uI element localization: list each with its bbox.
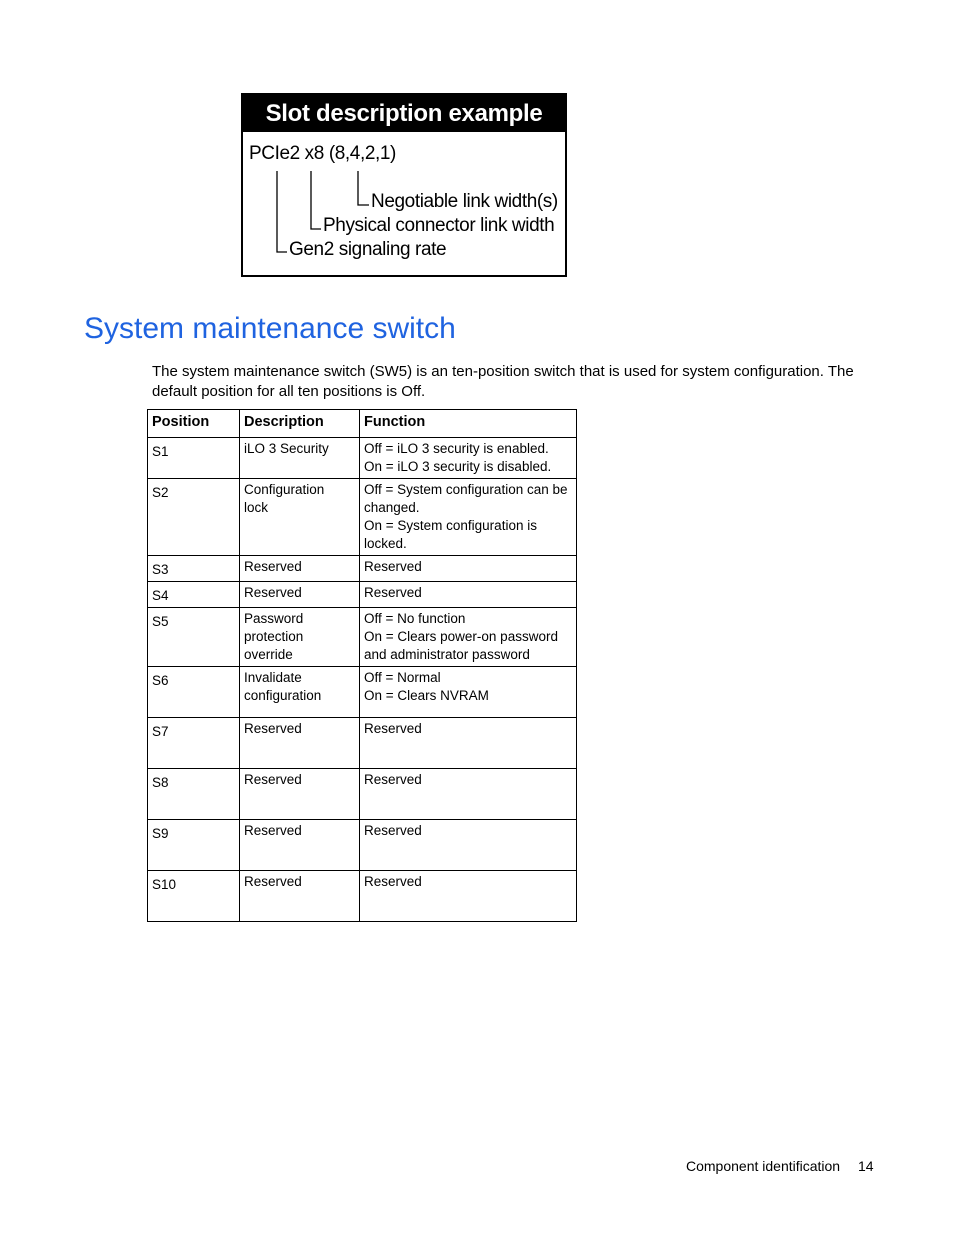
label-physical-width: Physical connector link width (323, 215, 555, 236)
slot-spec: PCIe2 x8 (8,4,2,1) (249, 143, 396, 164)
slot-figure-title: Slot description example (243, 95, 565, 132)
footer-section-name: Component identification (686, 1158, 841, 1174)
cell-function (360, 871, 577, 922)
cell-position: S2 (148, 479, 240, 556)
table-body (148, 438, 577, 922)
cell-position: S5 (148, 608, 240, 667)
function-line: Reserved (364, 874, 422, 889)
header-position: Position (148, 410, 240, 438)
cell-description (240, 438, 360, 479)
table-row (148, 871, 577, 922)
function-line: Reserved (364, 772, 422, 787)
table-row (148, 608, 577, 667)
slot-description-figure (241, 93, 567, 277)
cell-function (360, 718, 577, 769)
cell-position: S4 (148, 582, 240, 608)
page-footer (686, 1158, 874, 1174)
section-title: System maintenance switch (84, 312, 456, 345)
description-line: Reserved (244, 772, 302, 787)
description-line: Configuration (244, 482, 325, 497)
cell-function (360, 582, 577, 608)
label-signaling-rate: Gen2 signaling rate (289, 239, 447, 260)
description-line: iLO 3 Security (244, 441, 329, 456)
table-row (148, 556, 577, 582)
function-line: Off = No function (364, 611, 466, 626)
cell-function (360, 479, 577, 556)
description-line: Reserved (244, 874, 302, 889)
cell-function (360, 438, 577, 479)
cell-function (360, 820, 577, 871)
cell-description (240, 871, 360, 922)
intro-paragraph: The system maintenance switch (SW5) is an ten-position switch that is used for system configuration. The default position for all ten positions is Off. (152, 363, 854, 400)
table-row (148, 438, 577, 479)
function-line: and administrator password (364, 647, 530, 662)
cell-position: S3 (148, 556, 240, 582)
function-line: On = Clears NVRAM (364, 688, 489, 703)
table-row (148, 718, 577, 769)
description-line: Reserved (244, 559, 302, 574)
function-line: locked. (364, 536, 407, 551)
cell-position: S6 (148, 667, 240, 718)
table-row (148, 820, 577, 871)
cell-function (360, 556, 577, 582)
description-line: Invalidate (244, 670, 302, 685)
table-header-row (148, 410, 577, 438)
page-number: 14 (858, 1158, 874, 1174)
function-line: Reserved (364, 721, 422, 736)
cell-position: S9 (148, 820, 240, 871)
cell-position: S1 (148, 438, 240, 479)
function-line: Reserved (364, 823, 422, 838)
header-function: Function (360, 410, 577, 438)
cell-position: S10 (148, 871, 240, 922)
label-negotiable-width: Negotiable link width(s) (371, 191, 558, 212)
function-line: Off = Normal (364, 670, 441, 685)
table-row (148, 667, 577, 718)
switch-table (147, 409, 577, 922)
cell-description (240, 718, 360, 769)
description-line: Reserved (244, 585, 302, 600)
function-line: On = Clears power-on password (364, 629, 558, 644)
description-line: override (244, 647, 293, 662)
cell-description (240, 556, 360, 582)
function-line: On = iLO 3 security is disabled. (364, 459, 552, 474)
table-row (148, 479, 577, 556)
table-row (148, 769, 577, 820)
cell-function (360, 769, 577, 820)
cell-function (360, 667, 577, 718)
function-line: Reserved (364, 559, 422, 574)
cell-description (240, 479, 360, 556)
cell-position: S8 (148, 769, 240, 820)
function-line: Off = iLO 3 security is enabled. (364, 441, 549, 456)
description-line: configuration (244, 688, 322, 703)
description-line: lock (244, 500, 269, 515)
cell-description (240, 608, 360, 667)
description-line: protection (244, 629, 304, 644)
cell-function (360, 608, 577, 667)
description-line: Reserved (244, 823, 302, 838)
header-description: Description (240, 410, 360, 438)
cell-description (240, 667, 360, 718)
cell-description (240, 582, 360, 608)
function-line: On = System configuration is (364, 518, 537, 533)
cell-position: S7 (148, 718, 240, 769)
cell-description (240, 769, 360, 820)
function-line: Off = System configuration can be (364, 482, 568, 497)
function-line: changed. (364, 500, 420, 515)
table-row (148, 582, 577, 608)
function-line: Reserved (364, 585, 422, 600)
cell-description (240, 820, 360, 871)
description-line: Reserved (244, 721, 302, 736)
description-line: Password (244, 611, 304, 626)
